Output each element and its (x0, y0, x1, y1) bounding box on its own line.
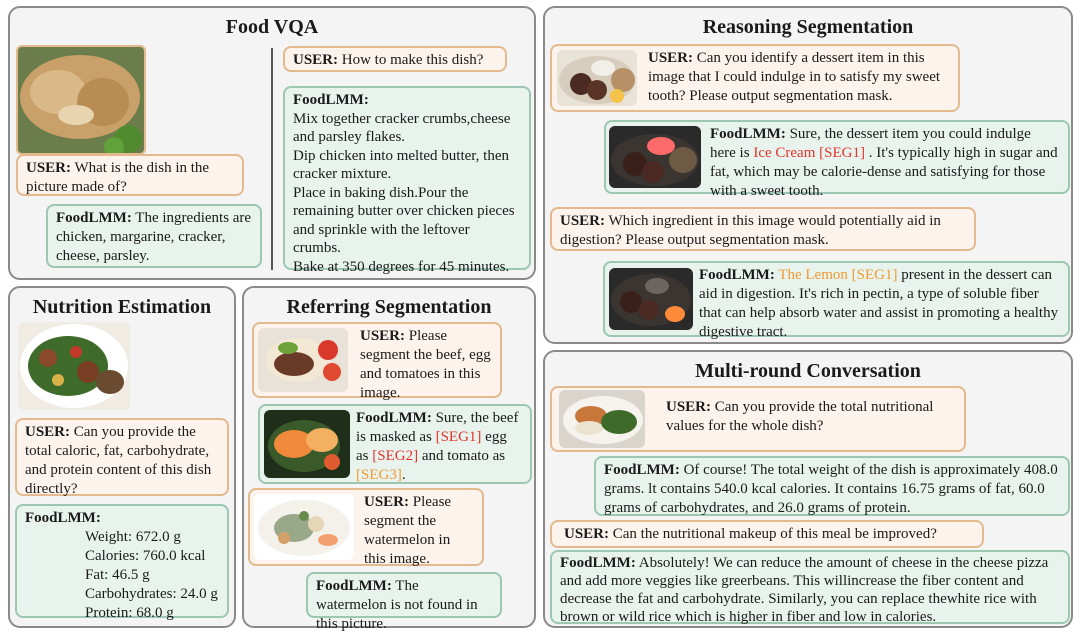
speaker-foodlmm: FoodLMM: (710, 126, 786, 142)
speaker-foodlmm: FoodLMM: (56, 210, 132, 226)
answer-text: The ingredients are chicken, margarine, cracker, cheese, parsley. (56, 210, 252, 264)
question-text: Can you provide the total nutritional values for the whole dish? (666, 399, 934, 434)
foodlmm-answer-1 (46, 204, 262, 268)
speaker-user: USER: (360, 328, 406, 344)
user-question-2 (550, 520, 984, 548)
speaker-foodlmm: FoodLMM: (604, 462, 680, 478)
food-image-salad (18, 322, 130, 410)
foodlmm-answer-1 (15, 504, 229, 621)
user-question-2 (283, 46, 507, 72)
answer-text: The watermelon is not found in this picture. (316, 578, 478, 632)
segmented-image-beef-egg-tomato (264, 410, 350, 478)
food-image-seafood (254, 494, 354, 560)
panel-title: Reasoning Segmentation (702, 16, 914, 38)
segmentation-tag-1: [SEG1] (435, 429, 482, 445)
answer-text: Absolutely! We can reduce the amount of cheese in the cheese pizza and add more veggies like greerbeans. This willincrease the fiber content and decrease the fat and carbohydrate. Similarly, you can replace thewhite rice with brown or wild rice which is higher in fiber and low in calories. (560, 555, 1049, 625)
user-question-2 (550, 207, 976, 251)
foodlmm-answer-2 (306, 572, 502, 632)
speaker-foodlmm: FoodLMM: (560, 555, 636, 571)
recipe-steps: Mix together cracker crumbs,cheese and parsley flakes. Dip chicken into melted butter, then cracker mixture. Place in baking dish.Pour the remaining butter over chicken pieces and sprinkle with the leftover crumbs. Bake at 350 degrees for 45 minutes. (293, 110, 515, 275)
food-image-beef-egg-tomato (258, 328, 348, 392)
lemon-segmented-image (609, 268, 693, 330)
segmentation-tag-2: [SEG2] (372, 448, 419, 464)
foodlmm-answer-1 (594, 456, 1070, 516)
answer-text-post: . It's typically high in sugar and fat, which may be calorie-dense and satisfying for those with a sweet tooth. (710, 145, 1058, 199)
panel-title: Referring Segmentation (286, 296, 492, 318)
protein-value: Protein: 68.0 g (85, 605, 174, 621)
question-text: What is the dish in the picture made of? (26, 160, 210, 195)
dessert-image (557, 50, 637, 106)
speaker-user: USER: (564, 526, 610, 542)
fat-value: Fat: 46.5 g (85, 567, 150, 583)
answer-text-4: . (401, 467, 406, 483)
speaker-user: USER: (666, 399, 712, 415)
answer-text-pre: Sure, the dessert item you could indulge here is (710, 126, 1031, 161)
speaker-foodlmm: FoodLMM: (25, 510, 101, 526)
segmentation-tag: The Lemon [SEG1] (778, 267, 898, 283)
reasoning-segmentation-panel (543, 6, 1073, 344)
food-image-chicken (16, 45, 146, 155)
panel-title: Multi-round Conversation (695, 360, 921, 382)
segmentation-tag: Ice Cream [SEG1] (753, 145, 865, 161)
carbohydrates-value: Carbohydrates: 24.0 g (85, 586, 218, 602)
speaker-user: USER: (293, 52, 339, 68)
calories-value: Calories: 760.0 kcal (85, 548, 206, 564)
answer-text-post: present in the dessert can aid in digestion. It's rich in pectin, a type of soluble fiber that can help absorb water and assist in promoting a healthy digestive tract. (699, 267, 1059, 340)
food-image-rice-greens (559, 390, 645, 448)
question-text: Can you provide the total caloric, fat, carbohydrate, and protein content of this dish directly? (25, 424, 212, 497)
speaker-foodlmm: FoodLMM: (293, 92, 369, 108)
speaker-foodlmm: FoodLMM: (699, 267, 775, 283)
weight-value: Weight: 672.0 g (85, 529, 181, 545)
speaker-foodlmm: FoodLMM: (316, 578, 392, 594)
question-text: Please segment the watermelon in this image. (364, 494, 452, 567)
foodlmm-answer-2 (550, 550, 1070, 624)
speaker-user: USER: (364, 494, 410, 510)
speaker-user: USER: (648, 50, 694, 66)
answer-text-1: Sure, the beef is masked as (356, 410, 519, 445)
speaker-user: USER: (25, 424, 71, 440)
user-question-1 (15, 418, 229, 496)
question-text: Please segment the beef, egg and tomatoes in this image. (360, 328, 491, 401)
user-question-1 (16, 154, 244, 196)
answer-text-3: and tomato as (418, 448, 506, 464)
food-vqa-panel (8, 6, 536, 280)
dessert-segmented-image (609, 126, 701, 188)
referring-segmentation-panel (242, 286, 536, 632)
multi-round-conversation-panel (543, 350, 1073, 628)
speaker-foodlmm: FoodLMM: (356, 410, 432, 426)
panel-title: Food VQA (225, 16, 319, 38)
question-text: Can the nutritional makeup of this meal be improved? (609, 526, 937, 542)
nutrition-estimation-panel (8, 286, 236, 628)
answer-text: Of course! The total weight of the dish is approximately 408.0 grams. lt contains 540.0 kcal calories. It contains 16.75 grams of fat, 60.0 grams of carbohydrates, and 26.0 grams of protein. (604, 462, 1058, 516)
segmentation-tag-3: [SEG3] (356, 467, 402, 483)
question-text: Can you identify a dessert item in this image that I could indulge in to satisfy my sweet tooth? Please output segmentation mask. (648, 50, 941, 104)
panel-title: Nutrition Estimation (32, 296, 212, 318)
question-text: Which ingredient in this image would potentially aid in digestion? Please output segmentation mask. (560, 213, 941, 248)
foodlmm-answer-2 (283, 86, 531, 275)
question-text: How to make this dish? (338, 52, 484, 68)
speaker-user: USER: (560, 213, 606, 229)
nutrition-values (25, 528, 219, 623)
column-divider (271, 48, 273, 270)
speaker-user: USER: (26, 160, 72, 176)
answer-text-2: egg as (356, 429, 507, 464)
